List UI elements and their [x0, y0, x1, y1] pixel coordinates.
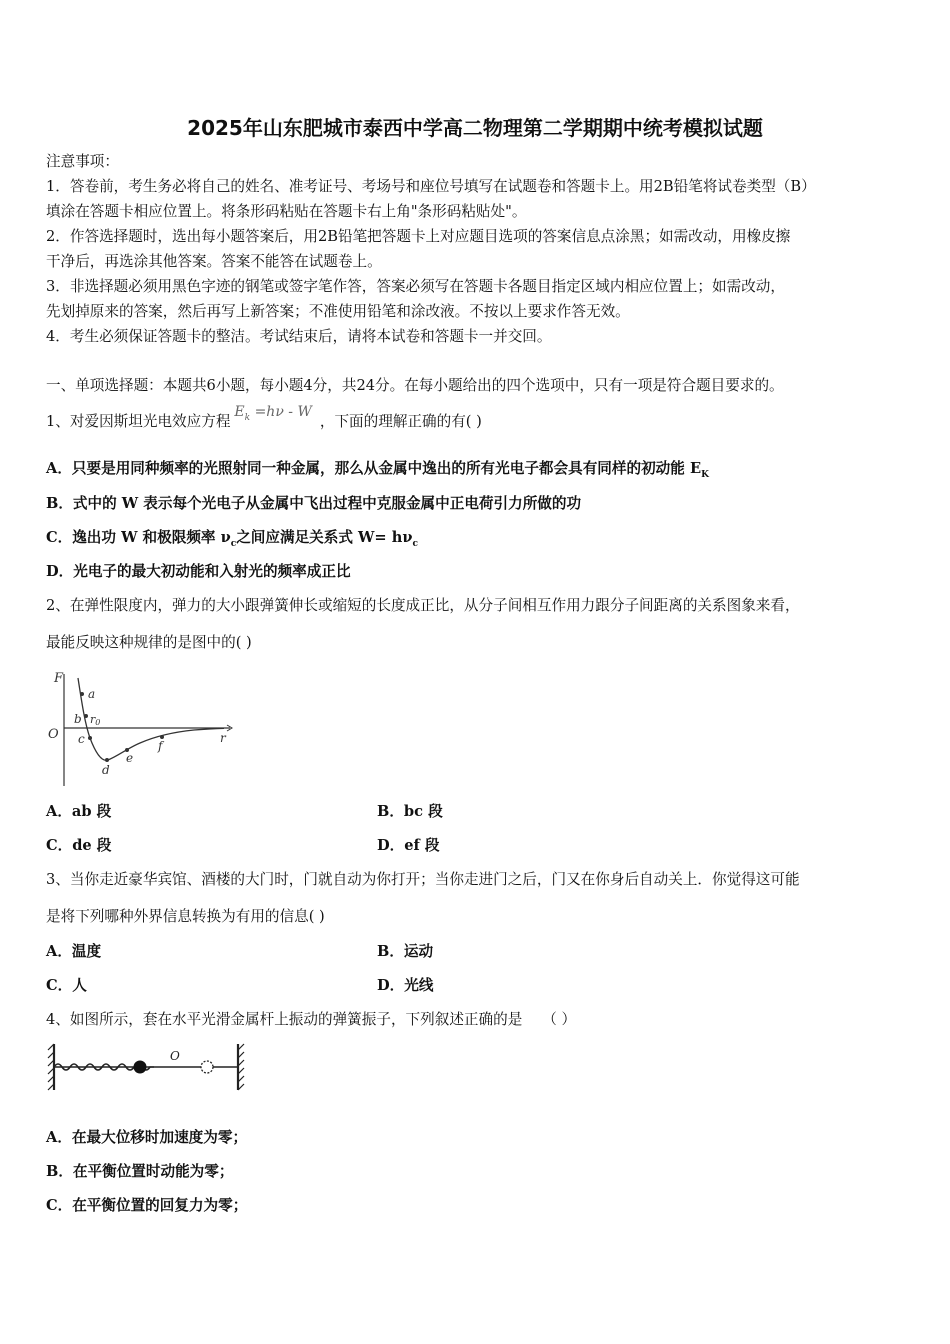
q1-stem-b: ，下面的理解正确的有( ) [319, 413, 482, 430]
q1-option-c [46, 528, 418, 554]
point-a [80, 692, 84, 696]
q3-option-b: B．运动 [377, 943, 434, 960]
section-heading: 一、单项选择题：本题共6小题，每小题4分，共24分。在每小题给出的四个选项中，只有一项是符合题目要求的。 [46, 377, 784, 394]
q1-stem-a: 1、对爱因斯坦光电效应方程 [46, 413, 231, 430]
notice-line-4: 干净后，再选涂其他答案。答案不能答在试题卷上。 [46, 253, 382, 270]
notice-line-2: 填涂在答题卡相应位置上。将条形码粘贴在答题卡右上角"条形码粘贴处"。 [46, 203, 527, 220]
q1-option-c-sub1: c [230, 538, 237, 549]
q1-formula-sub: k [244, 412, 251, 423]
point-b [84, 714, 88, 718]
q1-option-b: B．式中的 W 表示每个光电子从金属中飞出过程中克服金属中正电荷引力所做的功 [46, 495, 582, 512]
label-c: c [78, 732, 85, 746]
q3-option-c: C．人 [46, 977, 87, 994]
q4-option-b: B．在平衡位置时动能为零； [46, 1163, 234, 1180]
q4-stem [46, 1010, 576, 1030]
q2-option-b: B．bc 段 [377, 803, 443, 820]
q3-option-a: A．温度 [46, 943, 102, 960]
label-O-equilibrium: O [170, 1049, 180, 1063]
q3-option-d: D．光线 [377, 977, 434, 994]
label-F: F [54, 671, 64, 686]
notice-line-7: 4．考生必须保证答题卡的整洁。考试结束后，请将本试卷和答题卡一并交回。 [46, 328, 552, 345]
label-r: r [220, 731, 226, 745]
label-f: f [158, 739, 163, 753]
q1-option-c-b: 之间应满足关系式 W= hν [236, 529, 413, 546]
label-r0 [90, 713, 100, 727]
q1-option-c-a: C．逸出功 W 和极限频率 ν [46, 529, 231, 546]
ball-dashed [201, 1061, 213, 1073]
q1-formula [234, 404, 312, 423]
q4-stem-text: 4、如图所示，套在水平光滑金属杆上振动的弹簧振子，下列叙述正确的是 [46, 1011, 523, 1028]
q1-formula-rest: =hν - W [250, 404, 312, 420]
label-d: d [102, 763, 110, 777]
q2-stem-2: 最能反映这种规律的是图中的( ) [46, 634, 252, 651]
q2-stem-1: 2、在弹性限度内，弹力的大小跟弹簧伸长或缩短的长度成正比，从分子间相互作用力跟分子间距离的关系图象来看， [46, 597, 800, 614]
label-r0-sub: 0 [95, 718, 101, 727]
q1-option-a [46, 459, 709, 485]
q4-option-c: C．在平衡位置的回复力为零； [46, 1197, 248, 1214]
label-r0-main: r [90, 713, 96, 726]
point-c [88, 736, 92, 740]
label-O: O [48, 727, 59, 742]
q1-stem [46, 404, 482, 438]
spring-oscillator-figure [44, 1040, 248, 1094]
q3-stem-2: 是将下列哪种外界信息转换为有用的信息( ) [46, 908, 325, 925]
q1-formula-e: E [234, 404, 245, 420]
notice-line-5: 3．非选择题必须用黑色字迹的钢笔或签字笔作答，答案必须写在答题卡各题目指定区域内相应位置上；如需改动， [46, 278, 785, 295]
notice-line-6: 先划掉原来的答案，然后再写上新答案；不准使用铅笔和涂改液。不按以上要求作答无效。 [46, 303, 630, 320]
molecular-force-graph [44, 668, 240, 792]
q1-option-a-sub: K [701, 469, 709, 480]
q4-option-a: A．在最大位移时加速度为零； [46, 1129, 248, 1146]
notice-line-3: 2．作答选择题时，选出每小题答案后，用2B铅笔把答题卡上对应题目选项的答案信息点涂黑；如需改动，用橡皮擦 [46, 228, 791, 245]
label-e: e [126, 751, 134, 765]
ball-solid [134, 1061, 147, 1074]
notice-heading: 注意事项： [46, 153, 119, 170]
q1-option-c-sub2: c [412, 538, 418, 549]
q3-stem-1: 3、当你走近豪华宾馆、酒楼的大门时，门就自动为你打开；当你走进门之后，门又在你身后自动关上．你觉得这可能 [46, 871, 800, 888]
label-a: a [88, 687, 96, 701]
label-b: b [74, 712, 82, 726]
point-d [105, 758, 109, 762]
q1-option-d: D．光电子的最大初动能和入射光的频率成正比 [46, 563, 351, 580]
q2-option-c: C．de 段 [46, 837, 112, 854]
q4-paren: （ ） [542, 1011, 577, 1028]
q2-option-d: D．ef 段 [377, 837, 440, 854]
q2-option-a: A．ab 段 [46, 803, 112, 820]
notice-line-1: 1．答卷前，考生务必将自己的姓名、准考证号、考场号和座位号填写在试题卷和答题卡上。用2B铅笔将试卷类型（B） [46, 178, 816, 195]
q1-option-a-text: A．只要是用同种频率的光照射同一种金属，那么从金属中逸出的所有光电子都会具有同样的初动能 E [46, 460, 702, 477]
page-title: 2025年山东肥城市泰西中学高二物理第二学期期中统考模拟试题 [187, 116, 763, 140]
